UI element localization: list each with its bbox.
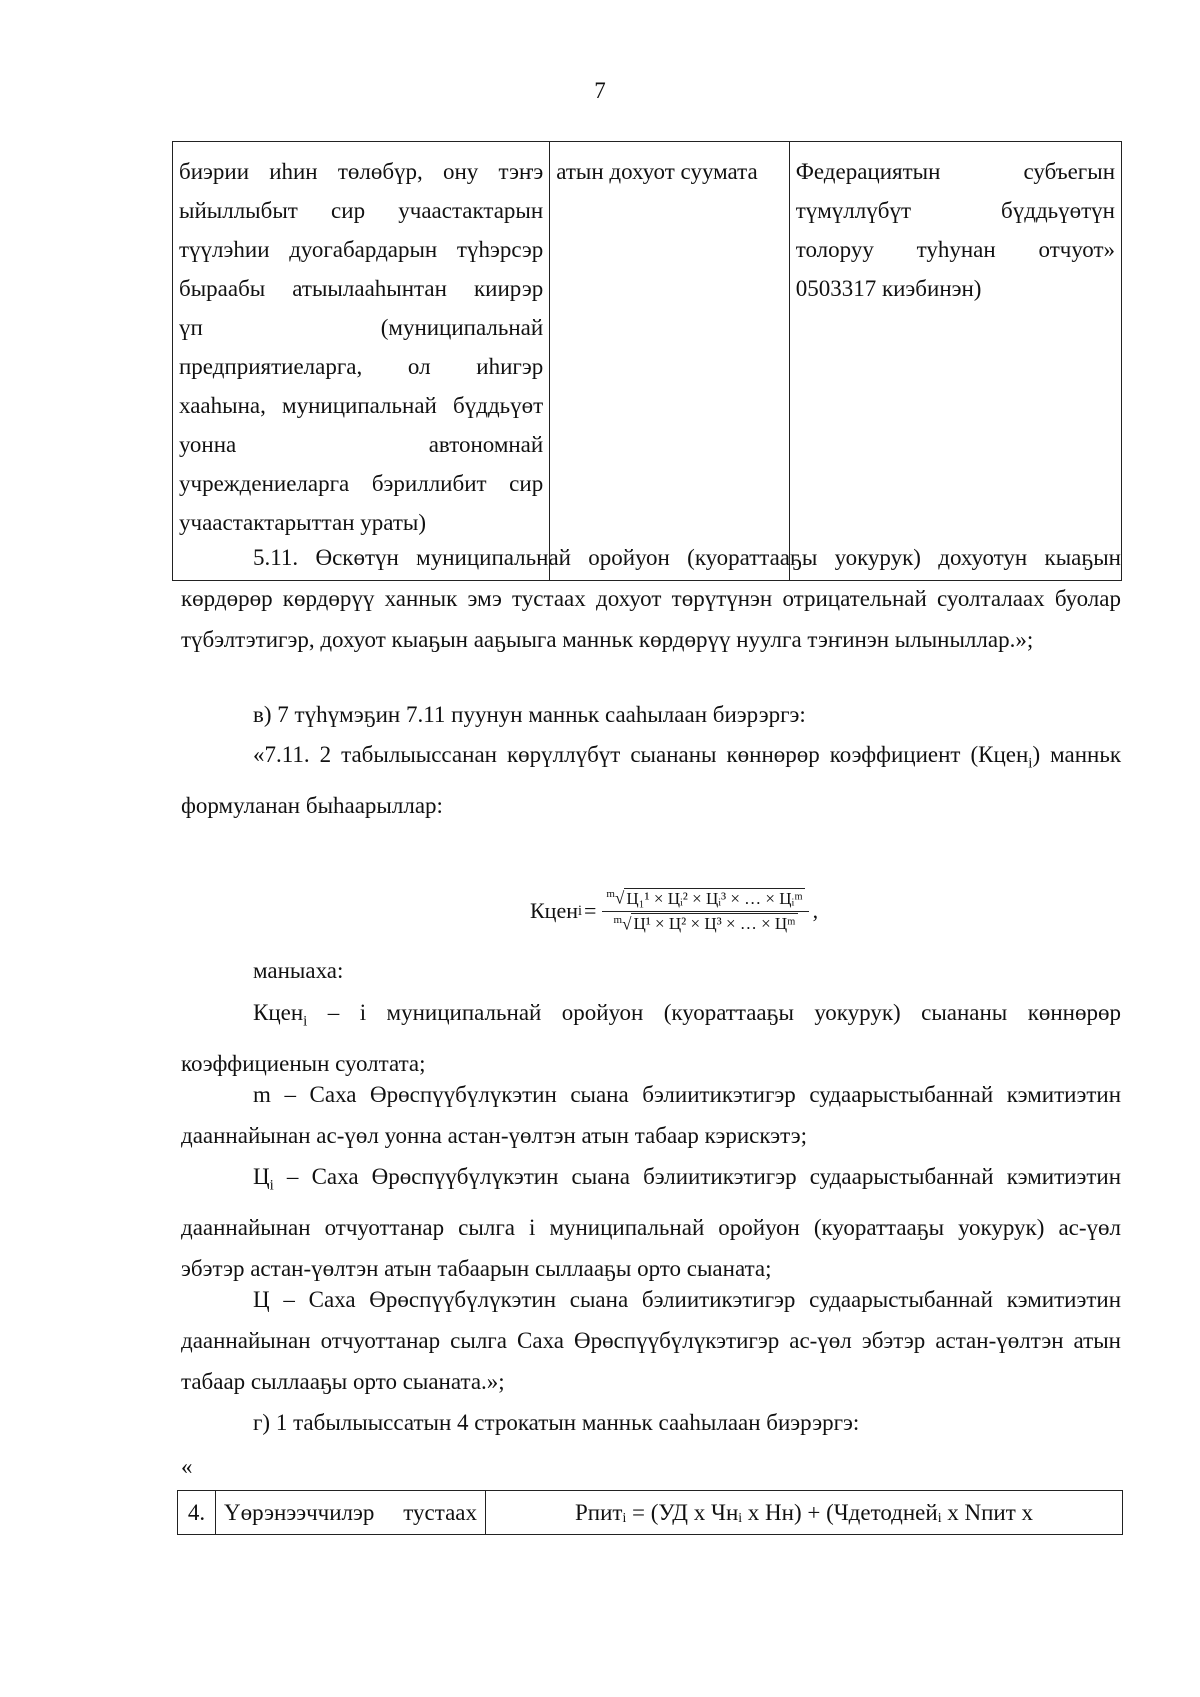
definition-kcen: Кцен$_i$ – i муниципальнай оройуон (куораттааҕы уокурук) сыананы көннөрөр коэффициенын суолтата; — [181, 1000, 1121, 1076]
page-number: 7 — [594, 78, 606, 103]
table-text-line: биэрии иһин төлөбүр, ону тэҥэ — [179, 159, 544, 184]
formula-denominator: Ц¹ × Ц² × Ц³ × … × Цᵐ — [633, 914, 796, 934]
formula-numerator: Ц₁¹ × Цᵢ² × Цᵢ³ × … × Цᵢᵐ — [626, 888, 803, 908]
table-text-line: уонна автономнай — [179, 432, 544, 457]
table-text-line: 0503317 киэбинэн) — [795, 276, 982, 301]
row-number-cell: 4. — [178, 1491, 216, 1534]
table-text-line: түмүллүбүт бүддьүөтүн — [795, 198, 1115, 223]
table-text-line: учреждениеларга бэриллибит сир — [179, 471, 544, 496]
table-text-line: атын дохуот суумата — [556, 159, 758, 184]
definition-m: m – Саха Өрөспүүбүлүкэтин сыана бэлиитикэтигэр судаарыстыбаннай кэмитиэтин дааннайынан ас-үөл уонна астан-үөлтэн атын табаар кэрискэтэ; — [181, 1082, 1121, 1148]
table-text-line: толоруу туһунан отчуот» — [795, 237, 1115, 262]
quote-open: « — [181, 1454, 193, 1479]
row-formula-cell: Рпитᵢ = (УД х Чнᵢ х Нн) + (Чдетоднейᵢ х Nпит х — [575, 1499, 1033, 1525]
table-fragment — [172, 141, 1122, 581]
paragraph-v: в) 7 түһүмэҕин 7.11 пуунун манньк сааһылаан биэрэргэ: — [253, 702, 806, 727]
table-text-line: түүлэһии дуогабардарын түһэрсэр — [179, 237, 544, 262]
table-cell-description — [173, 142, 550, 580]
paragraph-7-11: «7.11. 2 табылыыссанан көрүллүбүт сыананы көннөрөр коэффициент (Кцен$_i$) манньк формуланан быһаарыллар: — [181, 742, 1121, 818]
definition-c: Ц – Саха Өрөспүүбүлүкэтин сыана бэлиитикэтигэр судаарыстыбаннай кэмитиэтин дааннайынан отчуоттанар сылга Саха Өрөспүүбүлүкэтигэр ас-үөл эбэтэр астан-үөлтэн атын табаар сыллааҕы орто сыаната.»; — [181, 1287, 1121, 1394]
table-text-line: хааһына, муниципальнай бүддьүөт — [179, 393, 544, 418]
table-text-line: быраабы атыылааһынтан киирэр — [179, 276, 544, 301]
table-text-line: учаастактарыттан ураты) — [179, 510, 427, 535]
row-name-cell: Үөрэнээччилэр тустаах — [216, 1491, 486, 1534]
paragraph-where: маныаха: — [253, 958, 344, 983]
formula-fraction: $\frac{^m√ Ц_1^1 \times Цᵢ^2 \times Цᵢ^3 \times \dots \times Цᵢᵐ}{^m√ Ц^1 \times Ц^2 \times Ц^3 \times \dots \times Цᵐ}$ — [602, 888, 808, 934]
table-text-line: Федерациятын субъегын — [795, 159, 1115, 184]
definition-ci: $Ц_i$ – Саха Өрөспүүбүлүкэтин сыана бэлиитикэтигэр судаарыстыбаннай кэмитиэтин дааннайынан отчуоттанар сылга i муниципальнай оройуон (куораттааҕы уокурук) ас-үөл эбэтэр астан-үөлтэн атын табаарын сыллааҕы орто сыаната; — [181, 1164, 1121, 1281]
table-cell-source — [790, 142, 1121, 580]
table-text-line: ыйыллыбыт сир учаастактарын — [179, 198, 544, 223]
paragraph-5-11: 5.11. Өскөтүн муниципальнай оройуон (куораттааҕы уокурук) дохуотун кыаҕын көрдөрөр көрдөрүү ханнык эмэ тустаах дохуот төрүтүнэн отрицательнай суолталаах буолар түбэлтэтигэр, дохуот кыаҕын ааҕыыга манньк көрдөрүү нуулга тэҥинэн ылыныллар.»; — [181, 545, 1121, 652]
paragraph-g: г) 1 табылыыссатын 4 строкатын манньк сааһылаан биэрэргэ: — [253, 1410, 860, 1435]
table-text-line: үп (муниципальнай — [179, 315, 544, 340]
table-row-4 — [177, 1490, 1123, 1535]
table-text-line: предприятиеларга, ол иһигэр — [179, 354, 544, 379]
formula-kcen: Кцен i = $\frac{^m√ Ц_1^1 \times Цᵢ^2 \times Цᵢ^3 \times \dots \times Цᵢᵐ}{^m√ Ц^1 \times Ц^2 \times Ц^3 \times \dots \times Цᵐ}$ , — [530, 887, 819, 934]
table-cell-indicator — [550, 142, 790, 580]
